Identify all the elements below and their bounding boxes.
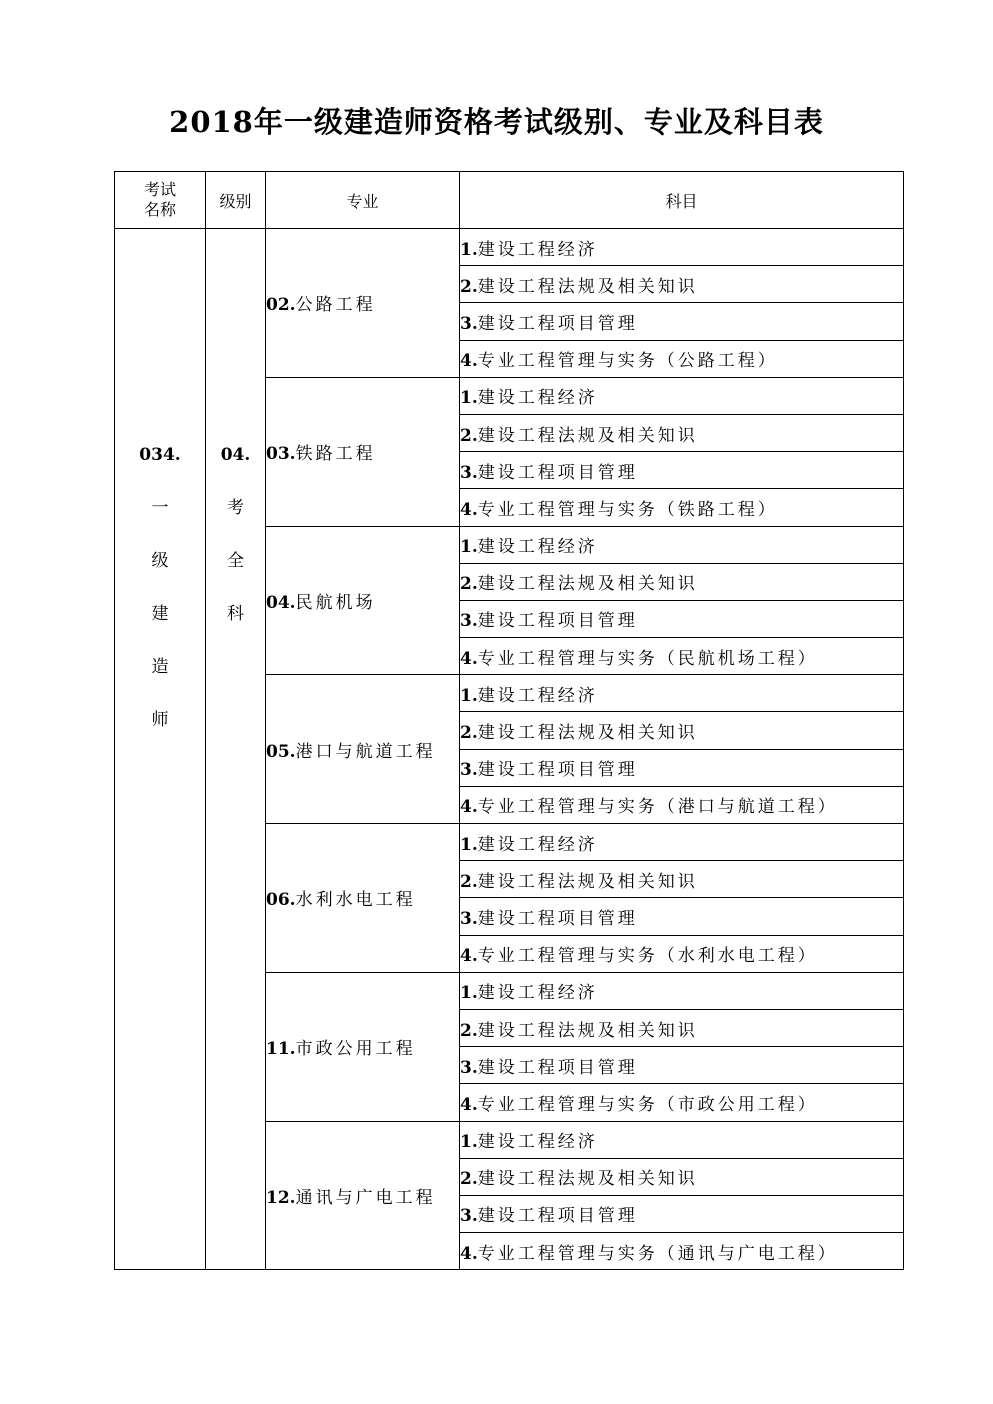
subject-cell xyxy=(460,786,904,823)
subject-name: 建设工程法规及相关知识 xyxy=(477,1169,698,1190)
subject-number: 4. xyxy=(460,1243,478,1264)
subject-number: 4. xyxy=(460,946,478,967)
subject-cell xyxy=(460,638,904,675)
header-row xyxy=(115,172,904,229)
subject-number: 3. xyxy=(460,462,478,483)
subject-cell xyxy=(460,861,904,898)
subject-number: 1. xyxy=(460,685,478,706)
subject-number: 2. xyxy=(460,1020,478,1041)
subject-number: 3. xyxy=(460,908,478,929)
subject-cell xyxy=(460,1195,904,1232)
subject-number: 4. xyxy=(460,499,478,520)
subject-number: 4. xyxy=(460,648,478,669)
subject-cell xyxy=(460,1158,904,1195)
subject-cell xyxy=(460,526,904,563)
exam-subjects-table xyxy=(114,171,904,1270)
subject-name: 建设工程经济 xyxy=(477,1132,598,1153)
specialty-name: 水利水电工程 xyxy=(295,890,416,911)
page-title: 2018年一级建造师资格考试级别、专业及科目表 xyxy=(169,105,824,139)
subject-name: 建设工程项目管理 xyxy=(477,611,638,632)
subject-name: 建设工程项目管理 xyxy=(477,462,638,483)
level-char: 考 xyxy=(227,498,244,518)
subject-cell xyxy=(460,303,904,340)
header-subjects: 科目 xyxy=(460,172,904,229)
subject-cell xyxy=(460,1009,904,1046)
subject-name: 专业工程管理与实务（公路工程） xyxy=(477,351,778,372)
specialty-cell xyxy=(266,675,460,824)
level-code: 04. xyxy=(220,445,251,465)
subject-number: 2. xyxy=(460,723,478,744)
specialty-name: 通讯与广电工程 xyxy=(295,1187,436,1208)
level-cell xyxy=(206,229,266,1270)
subject-name: 建设工程项目管理 xyxy=(477,1057,638,1078)
subject-name: 建设工程法规及相关知识 xyxy=(477,1020,698,1041)
level-char: 科 xyxy=(227,604,244,624)
subject-name: 建设工程经济 xyxy=(477,685,598,706)
exam-name-char: 级 xyxy=(151,551,169,571)
subject-number: 2. xyxy=(460,1169,478,1190)
specialty-cell xyxy=(266,824,460,973)
subject-name: 建设工程项目管理 xyxy=(477,1206,638,1227)
subject-cell xyxy=(460,675,904,712)
subject-number: 4. xyxy=(460,351,478,372)
subject-cell xyxy=(460,712,904,749)
subject-number: 1. xyxy=(460,537,478,558)
subject-number: 2. xyxy=(460,574,478,595)
specialty-code: 03. xyxy=(266,444,296,465)
subject-name: 建设工程项目管理 xyxy=(477,313,638,334)
subject-number: 1. xyxy=(460,388,478,409)
specialty-code: 11. xyxy=(266,1039,296,1060)
header-exam-name-line1: 考试 xyxy=(143,180,176,199)
specialty-name: 港口与航道工程 xyxy=(295,741,436,762)
subject-name: 建设工程经济 xyxy=(477,239,598,260)
subject-cell xyxy=(460,340,904,377)
specialty-name: 铁路工程 xyxy=(295,444,376,465)
specialty-code: 05. xyxy=(266,741,296,762)
specialty-cell xyxy=(266,229,460,378)
subject-cell xyxy=(460,749,904,786)
subject-cell xyxy=(460,229,904,266)
subject-number: 1. xyxy=(460,834,478,855)
specialty-name: 市政公用工程 xyxy=(295,1039,416,1060)
subject-name: 专业工程管理与实务（市政公用工程） xyxy=(477,1094,818,1115)
subject-number: 3. xyxy=(460,313,478,334)
exam-code: 034. xyxy=(139,445,181,465)
subject-number: 3. xyxy=(460,611,478,632)
header-exam-name xyxy=(115,172,206,229)
subject-number: 1. xyxy=(460,983,478,1004)
header-exam-name-line2: 名称 xyxy=(143,200,176,219)
specialty-code: 12. xyxy=(266,1187,296,1208)
specialty-code: 04. xyxy=(266,592,296,613)
exam-name-char: 一 xyxy=(151,498,169,518)
subject-cell xyxy=(460,414,904,451)
exam-name-char: 师 xyxy=(151,710,169,730)
subject-cell xyxy=(460,600,904,637)
header-level: 级别 xyxy=(206,172,266,229)
subject-cell xyxy=(460,489,904,526)
specialty-cell xyxy=(266,526,460,675)
specialty-cell xyxy=(266,1121,460,1270)
subject-number: 1. xyxy=(460,1132,478,1153)
subject-name: 建设工程项目管理 xyxy=(477,760,638,781)
exam-name-char: 建 xyxy=(151,604,169,624)
subject-cell xyxy=(460,1084,904,1121)
header-specialty: 专业 xyxy=(266,172,460,229)
table-row xyxy=(115,229,904,266)
subject-name: 专业工程管理与实务（铁路工程） xyxy=(477,499,778,520)
subject-cell xyxy=(460,898,904,935)
subject-name: 建设工程法规及相关知识 xyxy=(477,871,698,892)
subject-cell xyxy=(460,1047,904,1084)
subject-cell xyxy=(460,1233,904,1270)
subject-name: 建设工程法规及相关知识 xyxy=(477,276,698,297)
subject-name: 专业工程管理与实务（民航机场工程） xyxy=(477,648,818,669)
subject-number: 2. xyxy=(460,871,478,892)
specialty-name: 民航机场 xyxy=(295,592,376,613)
subject-name: 专业工程管理与实务（港口与航道工程） xyxy=(477,797,838,818)
subject-cell xyxy=(460,563,904,600)
specialty-cell xyxy=(266,377,460,526)
subject-name: 专业工程管理与实务（水利水电工程） xyxy=(477,946,818,967)
specialty-cell xyxy=(266,972,460,1121)
level-char: 全 xyxy=(227,551,244,571)
subject-number: 3. xyxy=(460,1057,478,1078)
subject-number: 4. xyxy=(460,1094,478,1115)
subject-name: 建设工程经济 xyxy=(477,537,598,558)
specialty-code: 02. xyxy=(266,295,296,316)
subject-cell xyxy=(460,972,904,1009)
subject-cell xyxy=(460,1121,904,1158)
exam-name-cell xyxy=(115,229,206,1270)
subject-name: 专业工程管理与实务（通讯与广电工程） xyxy=(477,1243,838,1264)
subject-name: 建设工程项目管理 xyxy=(477,908,638,929)
subject-cell xyxy=(460,377,904,414)
subject-cell xyxy=(460,266,904,303)
specialty-name: 公路工程 xyxy=(295,295,376,316)
subject-cell xyxy=(460,452,904,489)
subject-name: 建设工程经济 xyxy=(477,983,598,1004)
subject-number: 3. xyxy=(460,760,478,781)
subject-number: 4. xyxy=(460,797,478,818)
subject-cell xyxy=(460,824,904,861)
specialty-code: 06. xyxy=(266,890,296,911)
subject-number: 1. xyxy=(460,239,478,260)
subject-number: 2. xyxy=(460,276,478,297)
subject-name: 建设工程法规及相关知识 xyxy=(477,723,698,744)
subject-name: 建设工程经济 xyxy=(477,388,598,409)
exam-name-char: 造 xyxy=(151,657,169,677)
subject-number: 3. xyxy=(460,1206,478,1227)
subject-name: 建设工程经济 xyxy=(477,834,598,855)
subject-number: 2. xyxy=(460,425,478,446)
subject-name: 建设工程法规及相关知识 xyxy=(477,425,698,446)
subject-cell xyxy=(460,935,904,972)
subject-name: 建设工程法规及相关知识 xyxy=(477,574,698,595)
